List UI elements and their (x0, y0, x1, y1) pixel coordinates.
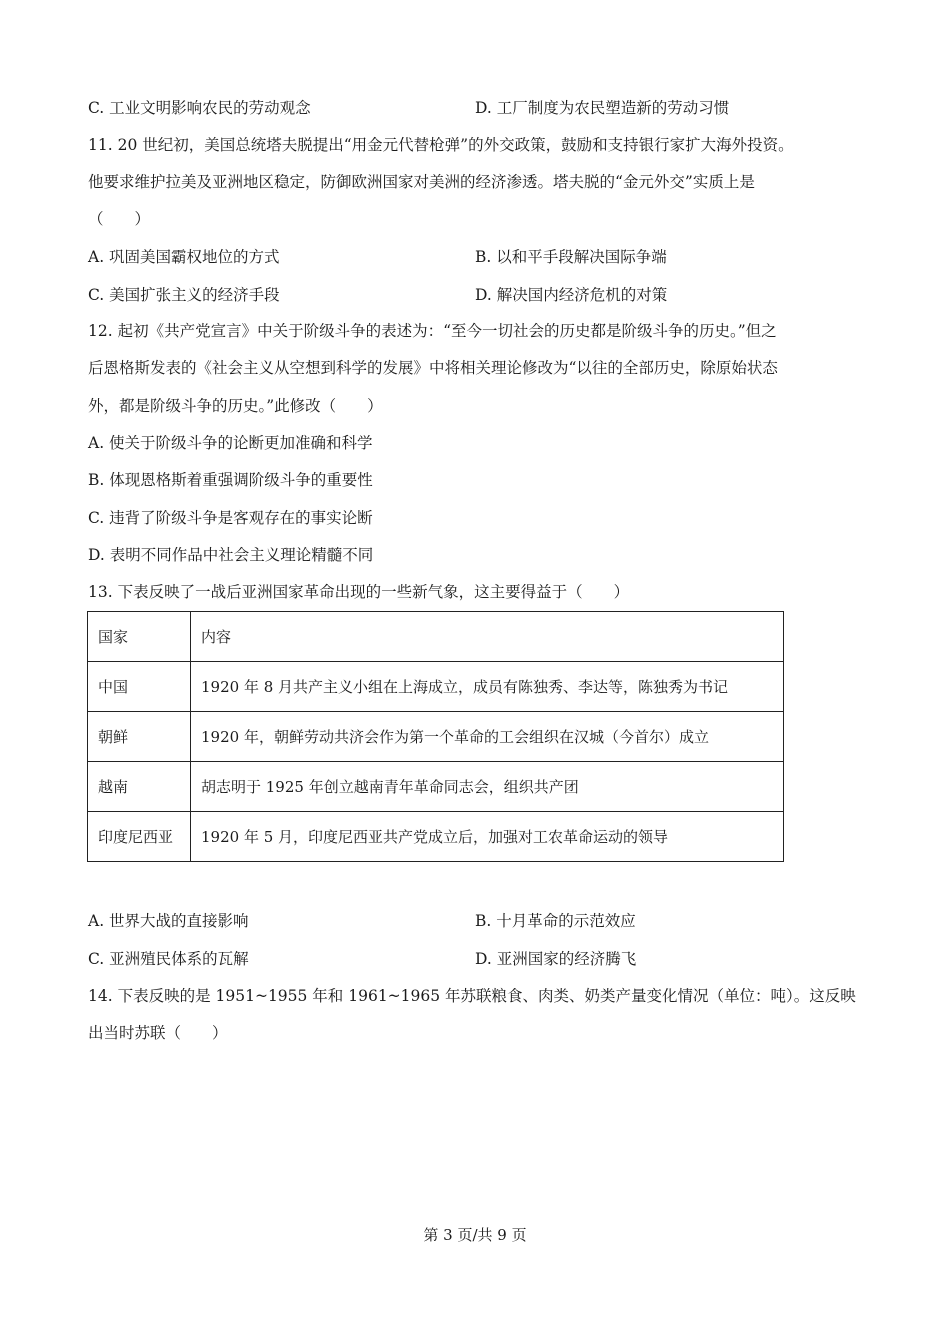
q11-option-b: B. 以和平手段解决国际争端 (475, 248, 667, 266)
q11-options-row-1 (88, 245, 848, 267)
q11-stem-line-1: 11. 20 世纪初，美国总统塔夫脱提出“用金元代替枪弹”的外交政策，鼓励和支持银行家扩大海外投资。 (88, 136, 794, 154)
q12-stem-line-2: 后恩格斯发表的《社会主义从空想到科学的发展》中将相关理论修改为“以往的全部历史，除原始状态 (88, 359, 778, 377)
table-row (88, 762, 784, 812)
q13-options-row-2 (88, 947, 848, 969)
q11-stem-line-2: 他要求维护拉美及亚洲地区稳定，防御欧洲国家对美洲的经济渗透。塔夫脱的“金元外交”实质上是 (88, 173, 755, 191)
q13-stem: 13. 下表反映了一战后亚洲国家革命出现的一些新气象，这主要得益于（ ） (88, 583, 630, 601)
table-cell-content: 胡志明于 1925 年创立越南青年革命同志会，组织共产团 (191, 762, 784, 812)
q11-option-c: C. 美国扩张主义的经济手段 (88, 286, 280, 304)
table-row (88, 712, 784, 762)
q13-option-c: C. 亚洲殖民体系的瓦解 (88, 950, 249, 968)
table-header-row (88, 612, 784, 662)
q11-stem-line-3: （ ） (88, 210, 151, 228)
q10-option-d: D. 工厂制度为农民塑造新的劳动习惯 (475, 99, 730, 117)
q11-options-row-2 (88, 283, 848, 305)
table-cell-content: 1920 年 5 月，印度尼西亚共产党成立后，加强对工农革命运动的领导 (191, 812, 784, 862)
q13-options-row-1 (88, 909, 848, 931)
table-cell-country: 中国 (88, 662, 191, 712)
page-number-footer: 第 3 页/共 9 页 (423, 1226, 527, 1244)
q13-option-d: D. 亚洲国家的经济腾飞 (475, 950, 637, 968)
table-cell-content: 1920 年，朝鲜劳动共济会作为第一个革命的工会组织在汉城（今首尔）成立 (191, 712, 784, 762)
q13-option-b: B. 十月革命的示范效应 (475, 912, 636, 930)
q11-option-d: D. 解决国内经济危机的对策 (475, 286, 668, 304)
q12-stem-line-3: 外，都是阶级斗争的历史。”此修改（ ） (88, 397, 383, 415)
q14-stem-line-1: 14. 下表反映的是 1951~1955 年和 1961~1965 年苏联粮食、肉类、奶类产量变化情况（单位：吨）。这反映 (88, 987, 856, 1005)
q12-stem-line-1: 12. 起初《共产党宣言》中关于阶级斗争的表述为：“至今一切社会的历史都是阶级斗争的历史。”但之 (88, 322, 777, 340)
q14-stem-line-2: 出当时苏联（ ） (88, 1024, 228, 1042)
q12-option-c: C. 违背了阶级斗争是客观存在的事实论断 (88, 509, 373, 527)
table-cell-country: 印度尼西亚 (88, 812, 191, 862)
table-header-country: 国家 (88, 612, 191, 662)
table-cell-country: 越南 (88, 762, 191, 812)
q13-table (87, 611, 784, 862)
table-cell-country: 朝鲜 (88, 712, 191, 762)
q12-option-a: A. 使关于阶级斗争的论断更加准确和科学 (88, 434, 373, 452)
q10-options-row (88, 96, 848, 118)
q11-option-a: A. 巩固美国霸权地位的方式 (88, 248, 280, 266)
table-header-content: 内容 (191, 612, 784, 662)
table-cell-content: 1920 年 8 月共产主义小组在上海成立，成员有陈独秀、李达等，陈独秀为书记 (191, 662, 784, 712)
q12-option-b: B. 体现恩格斯着重强调阶级斗争的重要性 (88, 471, 373, 489)
q13-option-a: A. 世界大战的直接影响 (88, 912, 249, 930)
q10-option-c: C. 工业文明影响农民的劳动观念 (88, 99, 311, 117)
table-row (88, 662, 784, 712)
table-row (88, 812, 784, 862)
q12-option-d: D. 表明不同作品中社会主义理论精髓不同 (88, 546, 374, 564)
